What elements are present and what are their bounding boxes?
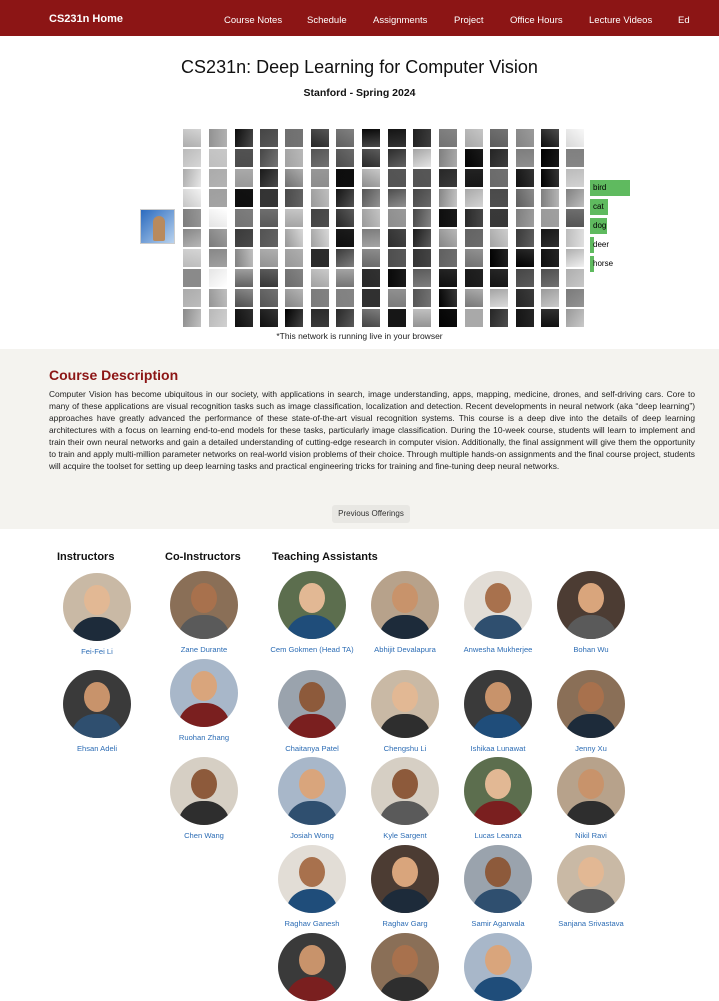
activation-map	[285, 209, 303, 227]
activation-map	[541, 189, 559, 207]
staff-card[interactable]	[541, 571, 641, 655]
activation-map	[209, 309, 227, 327]
avatar[interactable]	[371, 670, 439, 738]
activation-map	[516, 169, 534, 187]
activation-map	[260, 269, 278, 287]
activation-map	[465, 209, 483, 227]
activation-map	[566, 169, 584, 187]
avatar[interactable]	[278, 757, 346, 825]
activation-map	[235, 289, 253, 307]
activation-map	[235, 249, 253, 267]
activation-map	[336, 289, 354, 307]
activation-map	[336, 249, 354, 267]
activation-map	[465, 189, 483, 207]
staff-card[interactable]	[355, 845, 455, 929]
activation-map	[413, 149, 431, 167]
nav-link-project[interactable]: Project	[454, 15, 484, 26]
activation-map	[541, 229, 559, 247]
avatar[interactable]	[464, 845, 532, 913]
prediction-label: horse	[593, 259, 614, 268]
activation-map	[516, 189, 534, 207]
activation-map	[285, 269, 303, 287]
prediction-deer	[590, 237, 635, 253]
activation-map	[439, 269, 457, 287]
nav-link-lecture-videos[interactable]: Lecture Videos	[589, 15, 653, 26]
prediction-bird	[590, 180, 635, 196]
activation-map	[388, 269, 406, 287]
staff-name[interactable]: Josiah Wong	[290, 831, 334, 840]
activation-map	[285, 229, 303, 247]
activation-map	[566, 149, 584, 167]
staff-card[interactable]	[541, 670, 641, 754]
staff-card[interactable]	[47, 573, 147, 657]
activation-map	[260, 309, 278, 327]
activation-map	[183, 189, 201, 207]
avatar[interactable]	[278, 845, 346, 913]
activation-map	[388, 169, 406, 187]
staff-name[interactable]: Chen Wang	[184, 831, 224, 840]
activation-map	[362, 249, 380, 267]
activation-map	[566, 289, 584, 307]
activation-map	[362, 209, 380, 227]
activation-map	[235, 209, 253, 227]
activation-map	[183, 209, 201, 227]
activation-map	[413, 249, 431, 267]
activation-map	[362, 189, 380, 207]
activation-map	[541, 209, 559, 227]
activation-map	[388, 129, 406, 147]
prediction-cat	[590, 199, 635, 215]
activation-map	[541, 149, 559, 167]
previous-offerings-button[interactable]: Previous Offerings	[332, 505, 410, 523]
avatar[interactable]	[557, 757, 625, 825]
staff-name[interactable]: Lucas Leanza	[474, 831, 522, 840]
activation-map	[209, 289, 227, 307]
activation-map	[311, 209, 329, 227]
activation-map	[260, 149, 278, 167]
activation-map	[566, 309, 584, 327]
staff-name[interactable]: Ruohan Zhang	[178, 733, 230, 742]
staff-name[interactable]: Nikil Ravi	[575, 831, 607, 840]
activation-map	[209, 149, 227, 167]
staff-card[interactable]	[262, 845, 362, 929]
activation-map	[490, 209, 508, 227]
activation-map	[490, 189, 508, 207]
staff-card[interactable]	[262, 571, 362, 655]
staff-card[interactable]	[355, 670, 455, 754]
activation-map	[285, 189, 303, 207]
activation-map	[285, 129, 303, 147]
activation-map	[516, 149, 534, 167]
network-caption: *This network is running live in your browser	[276, 331, 443, 341]
staff-name[interactable]: Chaitanya Patel	[285, 744, 339, 753]
activation-map	[260, 189, 278, 207]
activation-map	[362, 129, 380, 147]
activation-map	[388, 229, 406, 247]
activation-map	[465, 309, 483, 327]
avatar[interactable]	[464, 670, 532, 738]
activation-map	[465, 169, 483, 187]
activation-map	[260, 169, 278, 187]
activation-map	[183, 289, 201, 307]
activation-map	[541, 269, 559, 287]
prediction-label: cat	[593, 202, 604, 211]
staff-card[interactable]	[448, 757, 548, 841]
activation-map	[566, 229, 584, 247]
avatar[interactable]	[464, 933, 532, 1001]
activation-map	[516, 209, 534, 227]
avatar[interactable]	[170, 571, 238, 639]
avatar[interactable]	[170, 757, 238, 825]
activation-map	[413, 189, 431, 207]
staff-name[interactable]: Fei-Fei Li	[81, 647, 113, 656]
prediction-dog	[590, 218, 635, 234]
activation-map	[516, 309, 534, 327]
activation-map	[311, 129, 329, 147]
staff-card[interactable]	[262, 757, 362, 841]
nav-link-office-hours[interactable]: Office Hours	[510, 15, 563, 26]
activation-map	[413, 169, 431, 187]
activation-map	[183, 229, 201, 247]
avatar[interactable]	[557, 845, 625, 913]
activation-map	[311, 309, 329, 327]
avatar[interactable]	[464, 571, 532, 639]
activation-map	[260, 289, 278, 307]
activation-map	[336, 309, 354, 327]
activation-map	[336, 169, 354, 187]
avatar[interactable]	[63, 573, 131, 641]
activation-map	[439, 309, 457, 327]
activation-map	[260, 209, 278, 227]
activation-map	[235, 129, 253, 147]
activation-map	[183, 309, 201, 327]
activation-map	[362, 269, 380, 287]
staff-name[interactable]: Sanjana Srivastava	[558, 919, 624, 928]
staff-name[interactable]: Zane Durante	[180, 645, 228, 654]
activation-map	[413, 129, 431, 147]
staff-name[interactable]: Abhijit Devalapura	[374, 645, 436, 654]
activation-map	[413, 209, 431, 227]
activation-map	[490, 249, 508, 267]
staff-name[interactable]: Chengshu Li	[383, 744, 427, 753]
staff-card[interactable]	[541, 845, 641, 929]
staff-name[interactable]: Raghav Ganesh	[284, 919, 340, 928]
page-title: CS231n: Deep Learning for Computer Vision	[181, 57, 538, 77]
activation-map	[235, 229, 253, 247]
avatar[interactable]	[557, 670, 625, 738]
avatar[interactable]	[371, 757, 439, 825]
activation-map	[465, 249, 483, 267]
activation-map	[566, 269, 584, 287]
avatar[interactable]	[278, 571, 346, 639]
activation-map	[439, 129, 457, 147]
activation-map	[439, 209, 457, 227]
activation-map	[465, 149, 483, 167]
activation-map	[209, 129, 227, 147]
instructors-heading: Instructors	[57, 551, 115, 563]
staff-card[interactable]	[154, 757, 254, 841]
nav-link-assignments[interactable]: Assignments	[373, 15, 428, 26]
activation-map	[516, 289, 534, 307]
staff-name[interactable]: Raghav Garg	[382, 919, 428, 928]
activation-map	[362, 289, 380, 307]
prediction-label: deer	[593, 240, 610, 249]
activation-map	[465, 129, 483, 147]
activation-map	[311, 249, 329, 267]
activation-map	[362, 229, 380, 247]
activation-map	[516, 229, 534, 247]
activation-map	[465, 229, 483, 247]
activation-map	[439, 149, 457, 167]
activation-map	[235, 169, 253, 187]
activation-map	[566, 249, 584, 267]
staff-name[interactable]: Jenny Xu	[575, 744, 607, 753]
activation-map	[235, 149, 253, 167]
activation-map	[260, 249, 278, 267]
avatar[interactable]	[464, 757, 532, 825]
activation-map	[235, 309, 253, 327]
staff-card[interactable]	[262, 933, 362, 1001]
avatar[interactable]	[371, 933, 439, 1001]
avatar[interactable]	[371, 845, 439, 913]
activation-map	[285, 149, 303, 167]
prediction-label: bird	[593, 183, 607, 192]
activation-map	[209, 269, 227, 287]
activation-map	[516, 249, 534, 267]
activation-map	[566, 129, 584, 147]
activation-map	[465, 269, 483, 287]
activation-map	[336, 269, 354, 287]
activation-map	[566, 209, 584, 227]
activation-map	[362, 149, 380, 167]
activation-map	[209, 229, 227, 247]
staff-card[interactable]	[448, 933, 548, 1001]
activation-map	[490, 309, 508, 327]
staff-card[interactable]	[47, 670, 147, 754]
activation-map	[490, 149, 508, 167]
prediction-label: dog	[593, 221, 607, 230]
top-nav-bar	[0, 0, 719, 36]
activation-map	[235, 269, 253, 287]
activation-map	[311, 189, 329, 207]
activation-map	[209, 209, 227, 227]
avatar[interactable]	[63, 670, 131, 738]
avatar[interactable]	[278, 670, 346, 738]
staff-card[interactable]	[154, 571, 254, 655]
activation-map	[439, 289, 457, 307]
page-subtitle: Stanford - Spring 2024	[303, 87, 416, 99]
activation-map	[311, 269, 329, 287]
staff-name[interactable]: Bohan Wu	[573, 645, 609, 654]
course-description-heading: Course Description	[49, 367, 179, 383]
activation-map	[336, 129, 354, 147]
activation-map	[183, 149, 201, 167]
staff-card[interactable]	[448, 845, 548, 929]
activation-map	[235, 189, 253, 207]
activation-map	[439, 189, 457, 207]
activation-map	[490, 269, 508, 287]
nav-link-course-notes[interactable]: Course Notes	[224, 15, 283, 26]
activation-map	[541, 249, 559, 267]
activation-map	[413, 289, 431, 307]
activation-map	[541, 129, 559, 147]
activation-map	[490, 229, 508, 247]
activation-map	[413, 229, 431, 247]
activation-map	[285, 309, 303, 327]
activation-map	[311, 169, 329, 187]
tas-heading: Teaching Assistants	[272, 551, 378, 563]
activation-map	[362, 309, 380, 327]
activation-map	[516, 129, 534, 147]
activation-map	[490, 129, 508, 147]
activation-map	[209, 169, 227, 187]
activation-map	[183, 129, 201, 147]
activation-map	[490, 169, 508, 187]
staff-name[interactable]: Kyle Sargent	[383, 831, 427, 840]
staff-card[interactable]	[541, 757, 641, 841]
activation-map	[388, 149, 406, 167]
activation-map	[336, 229, 354, 247]
nav-home-link[interactable]: CS231n Home	[49, 13, 123, 25]
staff-name[interactable]: Ehsan Adeli	[76, 744, 118, 753]
activation-map	[439, 249, 457, 267]
activation-map	[490, 289, 508, 307]
activation-map	[516, 269, 534, 287]
activation-map	[183, 169, 201, 187]
staff-name[interactable]: Ishikaa Lunawat	[470, 744, 526, 753]
activation-map	[388, 289, 406, 307]
activation-map	[260, 129, 278, 147]
activation-map	[183, 249, 201, 267]
activation-map	[439, 169, 457, 187]
activation-map	[285, 249, 303, 267]
staff-card[interactable]	[448, 571, 548, 655]
staff-card[interactable]	[262, 670, 362, 754]
activation-map	[183, 269, 201, 287]
activation-map	[413, 269, 431, 287]
activation-map	[388, 309, 406, 327]
activation-map	[285, 289, 303, 307]
avatar[interactable]	[371, 571, 439, 639]
activation-map	[541, 169, 559, 187]
nav-link-schedule[interactable]: Schedule	[307, 15, 347, 26]
prediction-horse	[590, 256, 635, 272]
avatar[interactable]	[557, 571, 625, 639]
activation-map	[311, 229, 329, 247]
activation-map	[336, 189, 354, 207]
staff-card[interactable]	[154, 659, 254, 743]
staff-name[interactable]: Cem Gokmen (Head TA)	[270, 645, 354, 654]
activation-map	[311, 149, 329, 167]
activation-map	[209, 189, 227, 207]
course-description-text: Computer Vision has become ubiquitous in our society, with applications in search, image understanding, apps, mapping, medicine, drones, and self-driving cars. Core to many of these applications are visual recognition tasks such as image classification, localization and detection. Recent developments in neural network (aka “deep learning”) approaches have greatly advanced the performance of these state-of-the-art visual recognition systems. This course is a deep dive into the details of deep learning architectures with a focus on learning end-to-end models for these tasks, particularly image classification. During the 10-week course, students will learn to implement and train their own neural networks and gain a detailed understanding of cutting-edge research in computer vision. Additionally, the final assignment will give them the opportunity to train and apply multi-million parameter networks on real-world vision problems of their choice. Through multiple hands-on assignments and the final course project, students will acquire the toolset for setting up deep learning tasks and practical engineering tricks for training and fine-tuning deep neural networks.	[49, 389, 695, 471]
activation-map	[260, 229, 278, 247]
staff-name[interactable]: Anwesha Mukherjee	[463, 645, 533, 654]
activation-map	[388, 249, 406, 267]
staff-card[interactable]	[355, 757, 455, 841]
staff-card[interactable]	[355, 933, 455, 1001]
activation-map	[439, 229, 457, 247]
avatar[interactable]	[278, 933, 346, 1001]
activation-map	[209, 249, 227, 267]
activation-map	[388, 189, 406, 207]
staff-card[interactable]	[355, 571, 455, 655]
activation-map	[388, 209, 406, 227]
activation-map	[336, 209, 354, 227]
avatar[interactable]	[170, 659, 238, 727]
activation-map	[285, 169, 303, 187]
nav-link-ed[interactable]: Ed	[678, 15, 690, 26]
activation-map	[336, 149, 354, 167]
activation-map	[541, 289, 559, 307]
staff-card[interactable]	[448, 670, 548, 754]
activation-map	[541, 309, 559, 327]
staff-name[interactable]: Samir Agarwala	[471, 919, 525, 928]
coinstructors-heading: Co-Instructors	[165, 551, 241, 563]
activation-map	[311, 289, 329, 307]
activation-map	[413, 309, 431, 327]
activation-map	[566, 189, 584, 207]
activation-map	[465, 289, 483, 307]
activation-map	[362, 169, 380, 187]
